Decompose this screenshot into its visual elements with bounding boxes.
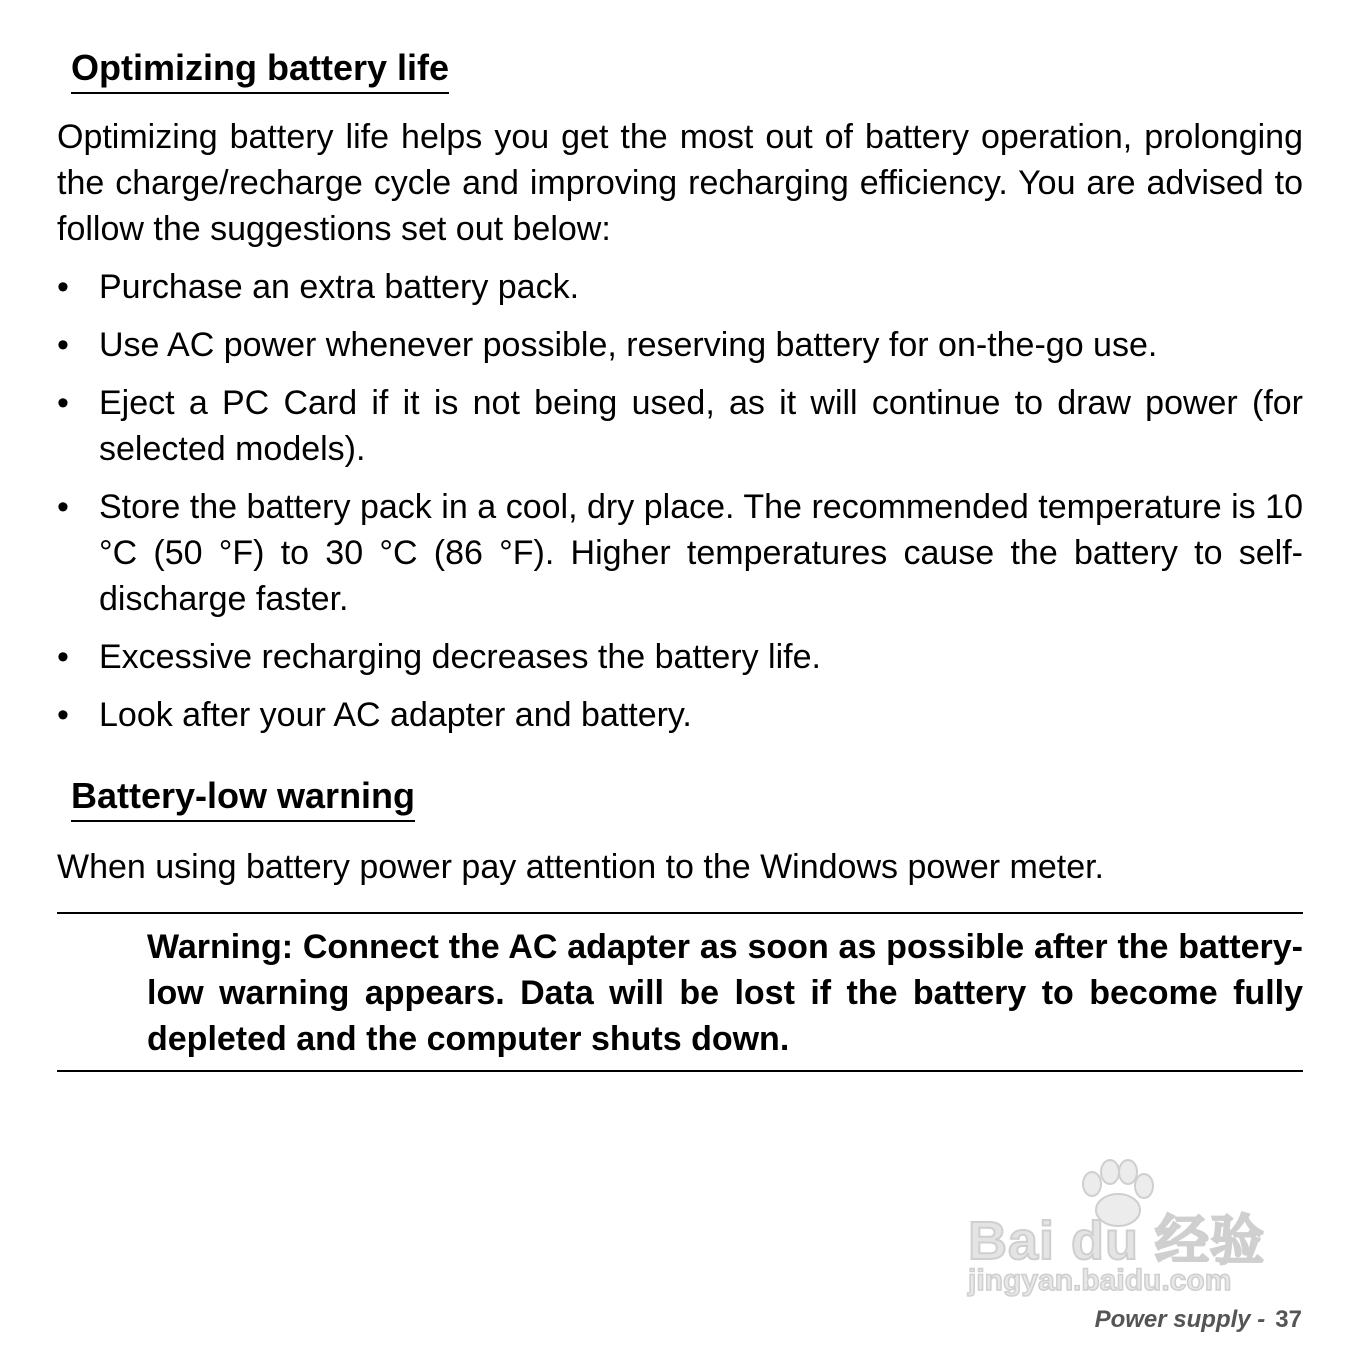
bullet-marker: •	[57, 696, 69, 734]
list-item-text: Use AC power whenever possible, reserving battery for on-the-go use.	[99, 326, 1158, 364]
tips-list	[57, 264, 1303, 738]
list-item-text: Excessive recharging decreases the battery life.	[99, 638, 821, 676]
list-item-text: Purchase an extra battery pack.	[99, 268, 580, 306]
watermark-logo: Bai du 经验	[968, 1211, 1266, 1271]
list-item	[57, 264, 1303, 310]
baidu-watermark	[960, 1158, 1280, 1308]
section-heading: Battery-low warning	[71, 772, 415, 822]
page-footer	[1095, 1306, 1302, 1334]
battery-low-paragraph: When using battery power pay attention to the Windows power meter.	[57, 848, 1104, 886]
warning-box	[57, 912, 1303, 1072]
list-item-text: Store the battery pack in a cool, dry place. The recommended temperature is 10 °C (50 °F) to 30 °C (86 °F). Higher temperatures cause the battery to self-discharge faster.	[99, 488, 1303, 618]
section-battery-low	[57, 772, 1303, 1072]
section-optimizing	[57, 44, 1303, 738]
page-number: 37	[1275, 1306, 1302, 1333]
bullet-marker: •	[57, 638, 69, 676]
watermark-url: jingyan.baidu.com	[968, 1264, 1232, 1297]
document-page	[57, 44, 1303, 1072]
bullet-marker: •	[57, 384, 69, 422]
list-item	[57, 692, 1303, 738]
bullet-marker: •	[57, 488, 69, 526]
list-item	[57, 322, 1303, 368]
list-item-text: Look after your AC adapter and battery.	[99, 696, 692, 734]
intro-paragraph: Optimizing battery life helps you get the most out of battery operation, prolonging the charge/recharge cycle and improving recharging efficiency. You are advised to follow the suggestions set out below:	[57, 118, 1303, 248]
bullet-marker: •	[57, 268, 69, 306]
bullet-marker: •	[57, 326, 69, 364]
list-item	[57, 634, 1303, 680]
warning-text: Warning: Connect the AC adapter as soon as possible after the battery-low warning appears. Data will be lost if the battery to become fully depleted and the computer shuts down.	[147, 928, 1303, 1058]
list-item-text: Eject a PC Card if it is not being used, as it will continue to draw power (for selected models).	[99, 384, 1303, 468]
section-heading: Optimizing battery life	[71, 44, 449, 94]
list-item	[57, 484, 1303, 622]
list-item	[57, 380, 1303, 472]
footer-section-name: Power supply -	[1094, 1306, 1266, 1333]
